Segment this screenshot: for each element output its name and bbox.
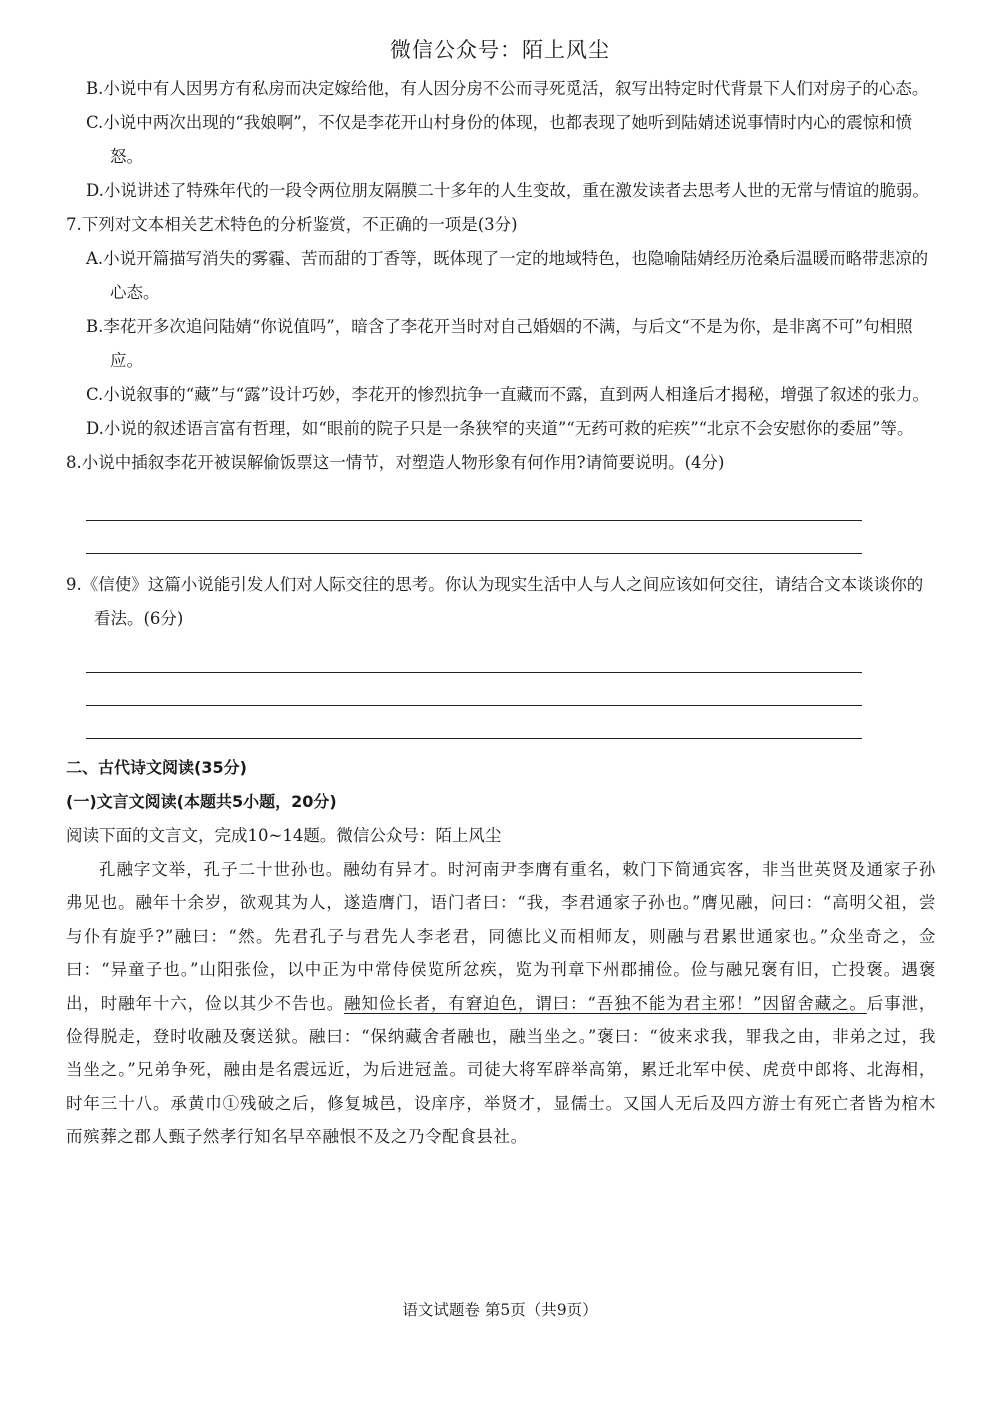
section-subtitle: (一)文言文阅读(本题共5小题，20分)	[66, 792, 337, 811]
q8-stem: 8.小说中插叙李花开被误解偷饭票这一情节，对塑造人物形象有何作用?请简要说明。(4分)	[66, 453, 725, 472]
section-intro: 阅读下面的文言文，完成10~14题。微信公众号：陌上风尘	[66, 826, 502, 845]
q6-option-b: B.小说中有人因男方有私房而决定嫁给他，有人因分房不公而寻死觅活，叙写出特定时代背景下人们对房子的心态。	[86, 79, 929, 98]
q7-option-a: A.小说开篇描写消失的雾霾、苦而甜的丁香等，既体现了一定的地域特色，也隐喻陆婧经历沧桑后温暖而略带悲凉的心态。	[86, 249, 929, 302]
q7-option-c: C.小说叙事的“藏”与“露”设计巧妙，李花开的惨烈抗争一直藏而不露，直到两人相逢后才揭秘，增强了叙述的张力。	[86, 385, 930, 404]
page-footer: 语文试题卷 第5页（共9页）	[402, 1301, 598, 1319]
classical-passage	[66, 853, 936, 1154]
q7-stem: 7.下列对文本相关艺术特色的分析鉴赏，不正确的一项是(3分)	[66, 215, 518, 234]
page-header-watermark: 微信公众号：陌上风尘	[390, 38, 610, 62]
page-content	[66, 72, 936, 1154]
q7-option-b: B.李花开多次追问陆婧“你说值吗”，暗含了李花开当时对自己婚姻的不满，与后文“不是为你，是非离不可”句相照应。	[86, 317, 913, 370]
section-title: 二、古代诗文阅读(35分)	[66, 758, 247, 777]
passage-text: 后事泄，俭得脱走，登时收融及褒送狱。融曰：“保纳藏舍者融也，融当坐之。”褒曰：“彼来求我，罪我之由，非弟之过，我当坐之。”兄弟争死，融由是名震远近，为后进冠盖。司徒大将军辟举高第，累迁北军中侯、虎贲中郎将、北海相，时年三十八。承黄巾①残破之后，修复城邑，设庠序，举贤才，显儒士。又国人无后及四方游士有死亡者皆为棺木而殡葬之郡人甄子然孝行知名早卒融恨不及之乃令配食县社。	[66, 993, 936, 1147]
q9-stem: 9.《信使》这篇小说能引发人们对人际交往的思考。你认为现实生活中人与人之间应该如何交往，请结合文本谈谈你的看法。(6分)	[66, 575, 924, 628]
q7-option-d: D.小说的叙述语言富有哲理，如“眼前的院子只是一条狭窄的夹道”“无药可救的疟疾”“北京不会安慰你的委屈”等。	[86, 419, 914, 438]
passage-text: 孔融字文举，孔子二十世孙也。融幼有异才。时河南尹李膺有重名，敕门下简通宾客，非当世英贤及通家子孙弗见也。融年十余岁，欲观其为人，遂造膺门，语门者曰：“我，李君通家子孙也。”膺见融，问曰：“高明父祖，尝与仆有旋乎?”融曰：“然。先君孔子与君先人李老君，同德比义而相师友，则融与君累世通家也。”众坐奇之，佥曰：“异童子也。”山阳张俭，以中正为中常侍侯览所忿疾，览为刊章下州郡捕俭。俭与融兄褒有旧，亡投褒。遇褒出，时融年十六，俭以其少不告也。	[66, 860, 936, 1013]
q6-option-c: C.小说中两次出现的“我娘啊”，不仅是李花开山村身份的体现，也都表现了她听到陆婧述说事情时内心的震惊和愤怒。	[86, 113, 913, 166]
passage-underlined-sentence: 融知俭长者，有窘迫色，谓曰：“吾独不能为君主邪！”因留舍藏之。	[344, 993, 867, 1013]
q6-option-d: D.小说讲述了特殊年代的一段令两位朋友隔膜二十多年的人生变故，重在激发读者去思考人世的无常与情谊的脆弱。	[86, 181, 929, 200]
